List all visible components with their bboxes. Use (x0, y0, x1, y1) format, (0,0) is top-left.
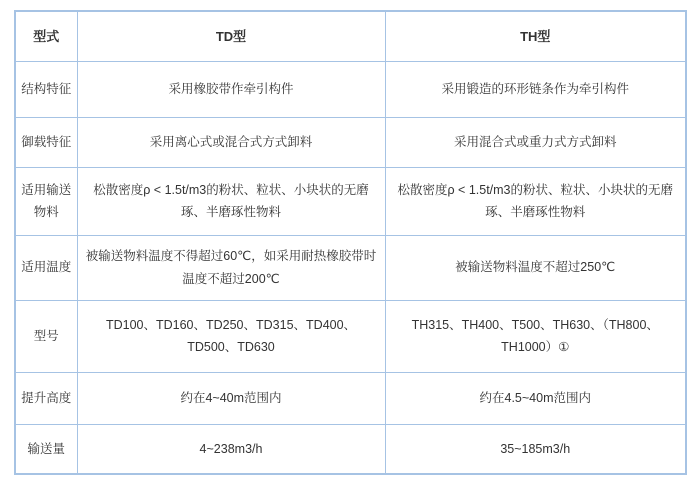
row-label: 适用温度 (15, 235, 77, 300)
header-type: 型式 (15, 11, 77, 61)
th-cell: 采用混合式或重力式方式卸料 (385, 117, 686, 167)
table-row-temperature (15, 235, 686, 300)
td-cell: TD100、TD160、TD250、TD315、TD400、TD500、TD630 (77, 300, 385, 372)
th-cell: 35~185m3/h (385, 424, 686, 474)
row-label: 输送量 (15, 424, 77, 474)
table-row-models (15, 300, 686, 372)
row-label: 结构特征 (15, 61, 77, 117)
th-cell: TH315、TH400、T500、TH630、（TH800、TH1000）① (385, 300, 686, 372)
td-cell: 4~238m3/h (77, 424, 385, 474)
header-td-model: TD型 (77, 11, 385, 61)
td-cell: 约在4~40m范围内 (77, 372, 385, 424)
td-cell: 松散密度ρ < 1.5t/m3的粉状、粒状、小块状的无磨琢、半磨琢性物料 (77, 167, 385, 235)
th-cell: 松散密度ρ < 1.5t/m3的粉状、粒状、小块状的无磨琢、半磨琢性物料 (385, 167, 686, 235)
th-cell: 约在4.5~40m范围内 (385, 372, 686, 424)
table-row-unloading (15, 117, 686, 167)
row-label: 型号 (15, 300, 77, 372)
row-label: 适用输送物料 (15, 167, 77, 235)
header-th-model: TH型 (385, 11, 686, 61)
table-row-structure (15, 61, 686, 117)
th-cell: 采用锻造的环形链条作为牵引构件 (385, 61, 686, 117)
td-cell: 采用橡胶带作牵引构件 (77, 61, 385, 117)
table-row-lift-height (15, 372, 686, 424)
table-row-materials (15, 167, 686, 235)
th-cell: 被输送物料温度不超过250℃ (385, 235, 686, 300)
td-cell: 采用离心式或混合式方式卸料 (77, 117, 385, 167)
table-row-capacity (15, 424, 686, 474)
header-row (15, 11, 686, 61)
row-label: 御载特征 (15, 117, 77, 167)
row-label: 提升高度 (15, 372, 77, 424)
model-comparison-table (14, 10, 687, 475)
td-cell: 被输送物料温度不得超过60℃，如采用耐热橡胶带时温度不超过200℃ (77, 235, 385, 300)
